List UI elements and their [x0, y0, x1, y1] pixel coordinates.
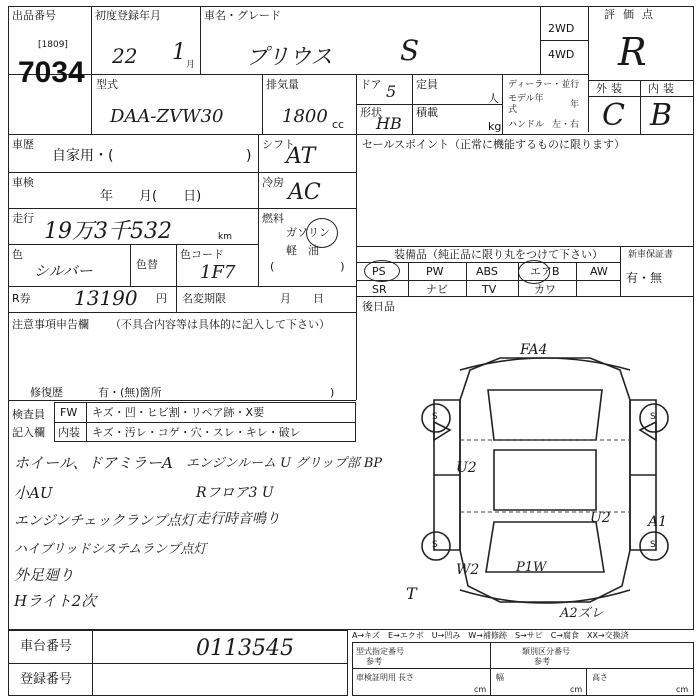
- tire-mark-fr: S: [650, 412, 656, 422]
- displacement-label: 排気量: [266, 78, 299, 91]
- damage-mark-left-rear: W2: [456, 562, 480, 578]
- legend: A→キズ E→エクボ U→凹み W→補修跡 S→サビ C→腐食 XX→交換済: [352, 631, 629, 640]
- damage-mark-right-door: U2: [590, 510, 611, 526]
- tire-mark-fl: S: [432, 412, 438, 422]
- repair-value: 有・(無)箇所: [98, 386, 162, 399]
- r-label: R券: [12, 292, 31, 305]
- damage-mark-left-door: U2: [456, 460, 477, 476]
- ref-label: 参考: [366, 657, 382, 666]
- repair-close: ): [330, 386, 335, 399]
- yen-unit: 円: [156, 292, 167, 305]
- history-label: 車歴: [12, 138, 34, 151]
- chassis-value: 0113545: [196, 636, 294, 661]
- cc-unit: cc: [332, 118, 345, 131]
- handwritten-note-3: エンジンチェックランプ点灯: [14, 513, 195, 529]
- length-unit: cm: [474, 685, 487, 694]
- shift-label: シフト: [262, 138, 295, 151]
- equip-abs: ABS: [476, 265, 498, 278]
- length-label: 長さ: [398, 673, 414, 682]
- width-unit: cm: [570, 685, 583, 694]
- month-unit: 月: [186, 60, 196, 70]
- reg-label: 登録番号: [20, 672, 73, 687]
- history-close: ): [246, 148, 252, 164]
- model-value: DAA-ZVW30: [110, 106, 224, 127]
- car-body-diagram: [400, 340, 690, 620]
- lot-label: 出品番号: [12, 9, 56, 22]
- fuel-diesel: 軽 油: [286, 244, 319, 257]
- kg-unit: kg: [488, 120, 502, 133]
- handwritten-note-r1: エンジンルーム U グリップ部 BP: [186, 456, 383, 471]
- height-label: 高さ: [592, 673, 608, 682]
- lot-code: [1809]: [38, 40, 68, 50]
- class-label: 類別区分番号: [522, 647, 570, 656]
- fw-label: FW: [60, 406, 78, 419]
- handwritten-note-5: 外足廻り: [14, 566, 75, 584]
- car-name: プリウス: [246, 45, 333, 70]
- warranty-label: 新車保証書: [628, 250, 674, 260]
- door-label: ドア: [360, 78, 382, 91]
- model-label: 型式: [96, 78, 118, 91]
- equip-ps-circle: [364, 260, 400, 282]
- drive-4wd: 4WD: [548, 48, 575, 61]
- tire-mark-rr: S: [650, 540, 656, 550]
- equip-tv: TV: [482, 283, 497, 296]
- inspector-label: 検査員記入欄: [12, 408, 45, 439]
- km-unit: km: [218, 232, 232, 242]
- exterior-grade: C: [602, 98, 625, 133]
- handwritten-note-1: ホイール、ドアミラーA: [14, 454, 173, 472]
- first-reg-year: 22: [112, 44, 138, 68]
- grade: S: [400, 34, 420, 67]
- mileage-label: 走行: [12, 212, 34, 225]
- handwritten-note-r3: 走行時音鳴り: [196, 511, 280, 527]
- repair-label: 修復歴: [30, 386, 63, 399]
- fuel-label: 燃料: [262, 212, 284, 225]
- displacement-value: 1800: [282, 106, 328, 127]
- door-value: 5: [386, 82, 397, 101]
- ref2-label: 参考: [534, 657, 550, 666]
- color-code-value: 1F7: [200, 262, 236, 283]
- damage-mark-tire: T: [406, 584, 417, 603]
- color-label: 色: [12, 248, 23, 261]
- equip-airbag-circle: [518, 260, 550, 284]
- handle-options: 左・右: [552, 120, 580, 130]
- sales-label: セールスポイント（正常に機能するものに限ります）: [362, 138, 626, 151]
- ac-value: AC: [288, 180, 321, 205]
- equip-navi: ナビ: [426, 283, 448, 296]
- load-label: 積載: [416, 106, 438, 119]
- handwritten-note-2: 小AU: [14, 484, 53, 502]
- rating-label: 評価点: [604, 8, 661, 21]
- equip-airbag: エアB: [530, 265, 560, 278]
- lot-number: 7034: [18, 56, 85, 89]
- tire-mark-rl: S: [432, 540, 438, 550]
- drive-2wd: 2WD: [548, 22, 575, 35]
- equip-leather: カワ: [534, 283, 556, 296]
- equip-ps: PS: [372, 265, 386, 278]
- cert-label: 型式指定番号: [356, 647, 404, 656]
- ac-label: 冷房: [262, 176, 284, 189]
- damage-mark-right-rear: A1: [648, 514, 668, 530]
- handwritten-note-4: ハイブリッドシステムランプ点灯: [14, 542, 207, 557]
- equip-sr: SR: [372, 283, 387, 296]
- fuel-paren: ( ): [270, 260, 345, 273]
- rating-value: R: [618, 30, 647, 74]
- interior-grade: B: [650, 98, 673, 133]
- shape-label: 形状: [360, 106, 382, 119]
- handle-label: ハンドル: [508, 120, 545, 130]
- chassis-label: 車台番号: [20, 639, 73, 654]
- next-day-label: 後日品: [362, 300, 395, 313]
- handwritten-note-6: Hライト2次: [14, 592, 97, 610]
- interior-note-label: 内装: [58, 426, 80, 439]
- equip-aw: AW: [590, 265, 608, 278]
- notes-label: 注意事項申告欄: [12, 318, 89, 331]
- r-amount: 13190: [74, 286, 138, 310]
- damage-mark-rear-bumper: A2ズレ: [560, 606, 604, 621]
- interior-note-text: キズ・汚レ・コゲ・穴・スレ・キレ・破レ: [92, 426, 301, 439]
- handwritten-note-r2: Rフロア3 U: [196, 485, 274, 501]
- inspection-fields: 年 月( 日): [100, 189, 202, 204]
- year-unit: 年: [570, 100, 580, 110]
- mileage-value: 19万3千532: [44, 219, 172, 244]
- height-unit: cm: [676, 685, 689, 694]
- car-name-label: 車名・グレード: [204, 9, 281, 22]
- damage-mark-front: FA4: [520, 342, 548, 358]
- transfer-label: 名変期限: [182, 292, 226, 305]
- first-reg-month: 1: [172, 40, 186, 65]
- reg-cert-label: 車検証明用: [356, 673, 396, 682]
- notes-sub: （不具合内容等は具体的に記入して下さい）: [110, 318, 330, 331]
- color-value: シルバー: [34, 262, 93, 280]
- exterior-label: 外装: [596, 82, 626, 95]
- capacity-label: 定員: [416, 78, 438, 91]
- inspection-label: 車検: [12, 176, 34, 189]
- fw-text: キズ・凹・ヒビ割・リペア跡・X要: [92, 406, 265, 419]
- damage-mark-rear-center: P1W: [516, 560, 547, 575]
- interior-grade-label: 内装: [648, 82, 678, 95]
- color-change-label: 色替: [136, 258, 158, 271]
- equip-pw: PW: [426, 265, 444, 278]
- shift-value: AT: [286, 144, 316, 169]
- shape-value: HB: [376, 114, 402, 133]
- history-value: 自家用・(: [52, 148, 114, 164]
- fuel-gasoline: ガソリン: [286, 226, 330, 239]
- model-year-label: モデル年式: [508, 94, 544, 115]
- person-unit: 人: [488, 92, 499, 105]
- dealer-label: ディーラー・並行: [508, 80, 580, 90]
- width-label: 幅: [496, 673, 504, 682]
- first-reg-label: 初度登録年月: [95, 9, 161, 22]
- equipment-label: 装備品（純正品に限り丸をつけて下さい）: [394, 248, 603, 261]
- transfer-fields: 月 日: [280, 292, 324, 305]
- color-code-label: 色コード: [180, 248, 224, 261]
- warranty-value: 有・無: [626, 271, 663, 285]
